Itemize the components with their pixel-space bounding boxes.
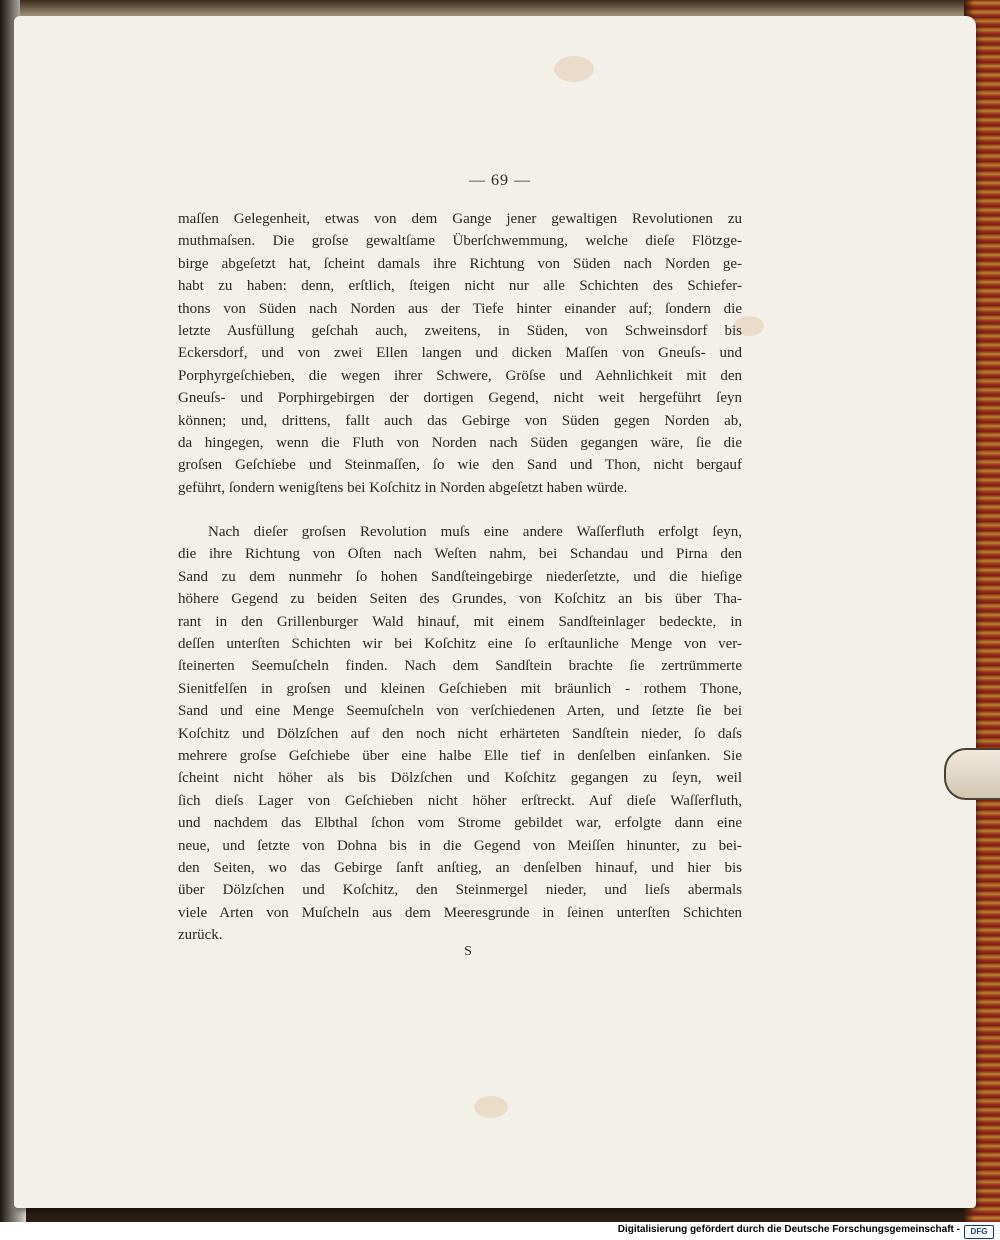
text-line: groſsen Geſchiebe und Steinmaſſen, ſo wie den Sand und Thon, nicht bergauf [178, 457, 742, 474]
text-line: Gneuſs- und Porphirgebirgen der dortigen Gegend, nicht weit hergeführt ſeyn [178, 390, 742, 407]
text-line: die ihre Richtung von Oſten nach Weſten nahm, bei Schandau und Pirna den [178, 546, 742, 563]
text-line: deſſen unterſten Schichten wir bei Koſchitz eine ſo erſtaunliche Menge von ver- [178, 636, 742, 653]
text-line: birge abgeſetzt hat, ſcheint damals ihre Richtung von Süden nach Norden ge- [178, 255, 742, 272]
page-marker-tab [944, 748, 1000, 800]
body-text [178, 208, 742, 947]
text-line: mehrere groſse Geſchiebe über eine halbe Elle tief in denſelben einſanken. Sie [178, 747, 742, 764]
text-line: geführt, ſondern wenigſtens bei Koſchitz in Norden abgeſetzt haben würde. [178, 479, 628, 496]
text-line: Eckersdorf, und von zwei Ellen langen und dicken Maſſen von Gneuſs- und [178, 345, 742, 362]
signature-mark: S [464, 944, 472, 959]
text-line: habt zu haben: denn, erſtlich, ſteigen nicht nur alle Schichten des Schiefer- [178, 278, 742, 295]
text-line: viele Arten von Muſcheln aus dem Meeresgrunde in ſeinen unterſten Schichten [178, 904, 742, 921]
text-line: maſſen Gelegenheit, etwas von dem Gange jener gewaltigen Revolutionen zu [178, 211, 742, 227]
text-line: und nachdem das Elbthal ſchon vom Strome gebildet war, erfolgte dann eine [178, 815, 742, 832]
page-number: — 69 — [469, 172, 531, 189]
text-line: zurück. [178, 927, 223, 944]
text-line: neue, und ſetzte von Dohna bis in die Gegend von Meiſſen hinunter, zu bei- [178, 837, 742, 854]
text-line: können; und, drittens, fallt auch das Gebirge von Süden gegen Norden ab, [178, 412, 742, 429]
text-line: den Seiten, wo das Gebirge ſanft anſtieg, an denſelben hinauf, und hier bis [178, 859, 742, 876]
text-line: Koſchitz und Dölzſchen auf den noch nicht erhärteten Sandſtein nieder, ſo daſs [178, 725, 742, 742]
paragraph-2 [178, 521, 742, 946]
digitization-credit: Digitalisierung gefördert durch die Deutsche Forschungsgemeinschaft - [617, 1224, 960, 1235]
text-line: höhere Gegend zu beiden Seiten des Grundes, von Koſchitz an bis über Tha- [178, 591, 742, 608]
text-line: ſcheint nicht höher als bis Dölzſchen und Koſchitz gegangen zu ſeyn, weil [178, 770, 742, 787]
text-line: über Dölzſchen und Koſchitz, den Steinmergel nieder, und lieſs abermals [178, 882, 742, 899]
text-line: ſteinerten Seemuſcheln finden. Nach dem Sandſtein brachte ſie zertrümmerte [178, 658, 742, 675]
paragraph-1 [178, 208, 742, 499]
text-line: Porphyrgeſchieben, die wegen ihrer Schwere, Gröſse und Aehnlichkeit mit den [178, 367, 742, 384]
text-line: Sand und eine Menge Seemuſcheln von verſchiedenen Arten, und ſetzte ſie bei [178, 703, 742, 720]
dfg-logo: DFG [964, 1225, 994, 1239]
text-line: Sienitfelſen in groſsen und kleinen Geſchieben mit bräunlich - rothem Thone, [178, 680, 742, 697]
text-line: Sand zu dem nunmehr ſo hohen Sandſteingebirge niederſetzte, und die hieſige [178, 568, 742, 585]
text-line: da hingegen, wenn die Fluth von Norden nach Süden gegangen wäre, ſie die [178, 434, 742, 451]
text-line: thons von Süden nach Norden aus der Tiefe hinter einander auf; ſondern die [178, 300, 742, 317]
text-line: letzte Ausfüllung geſchah auch, zweitens, in Süden, von Schweinsdorf bis [178, 322, 742, 339]
text-line: muthmaſsen. Die groſse gewaltſame Überſchwemmung, welche dieſe Flötzge- [178, 233, 742, 250]
text-line: rant in den Grillenburger Wald hinauf, mit einem Sandſteinlager bedeckte, in [178, 613, 742, 630]
text-line: ſich dieſs Lager von Geſchieben nicht höher erſtreckt. Auf dieſe Waſſerfluth, [178, 792, 742, 809]
paper-stain [474, 1096, 508, 1118]
paper-stain [554, 56, 594, 82]
text-line: Nach dieſer groſsen Revolution muſs eine andere Waſſerfluth erfolgt ſeyn, [208, 524, 742, 541]
